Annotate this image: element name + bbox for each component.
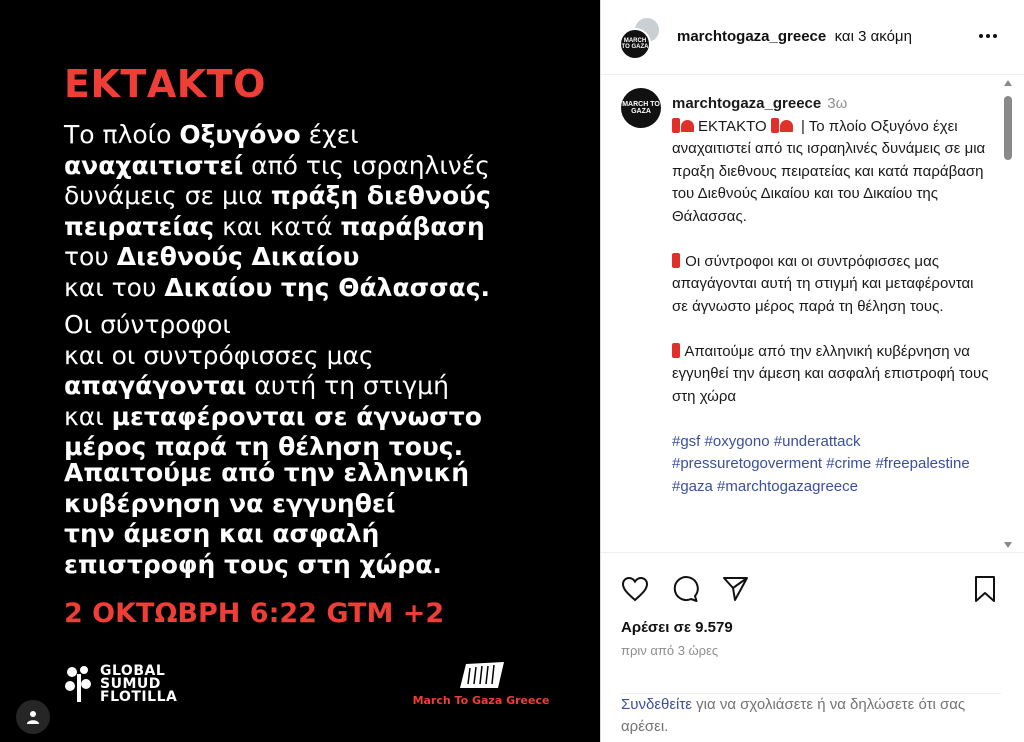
caption-para-2: Οι σύντροφοι και οι συντρόφισσες μας απαγάγονται αυτή τη στιγμή και μεταφέρονται σε άγνωστο μέρος παρά τη θέληση τους. [672,252,974,315]
image-text-segment: Το πλοίο [64,120,180,149]
login-prompt [621,693,1001,738]
tagged-users-button[interactable] [16,700,50,734]
image-heading: ΕΚΤΑΚΤΟ [64,62,266,106]
hashtag-link[interactable]: #oxygono [704,432,770,450]
image-text-block-2 [64,310,482,463]
share-button[interactable] [719,573,751,605]
image-text-segment: απαγάγονται [64,371,247,400]
share-icon [721,575,749,603]
save-button[interactable] [969,573,1001,605]
image-text-segment: μέρος παρά τη θέληση τους. [64,432,464,461]
exclamation-emoji-icon [672,118,680,133]
exclamation-emoji-icon [672,343,680,358]
image-text-segment: και κατά [214,211,341,241]
gsf-logo-text: GLOBAL SUMUD FLOTILLA [100,662,178,705]
hashtag-link[interactable]: #pressuretogoverment [672,455,823,472]
image-text-line [64,310,482,341]
image-text-segment: Διεθνούς Δικαίου [116,242,360,271]
image-text-segment: δυνάμεις σε μια [64,181,271,210]
scroll-up-arrow-icon[interactable] [1004,80,1012,86]
gsf-logo [64,664,177,704]
image-text-segment: και [64,401,112,431]
scroll-down-arrow-icon[interactable] [1004,542,1012,548]
image-text-segment: Δικαίου της Θάλασσας. [164,272,491,302]
image-text-segment: πειρατείας [64,211,215,241]
image-text-line [64,402,482,433]
scroll-thumb[interactable] [1004,96,1012,160]
image-text-block-1 [64,120,491,303]
image-text-line [64,181,491,212]
image-text-line [64,242,491,273]
heart-icon [621,576,649,602]
comment-button[interactable] [669,573,701,605]
caption-username[interactable]: marchtogaza_greece [672,95,822,112]
hashtag-link[interactable]: #gaza [672,477,713,495]
caption-para-1: | Το πλοίο Οξυγόνο έχει αναχαιτιστεί από τις ισραηλινές δυνάμεις σε μια πραξη διεθνους πειρατείας και κατά παράβαση του Διεθνούς Δικαίου και του Δικαίου της Θάλασσας. [672,117,986,225]
post-actions [601,552,1024,742]
siren-emoji-icon [681,120,694,132]
marching-figures-icon [458,660,506,690]
hashtag-link[interactable]: #crime [826,455,872,472]
image-text-line: επιστροφή τους στη χώρα. [64,549,442,579]
caption-time[interactable]: 3ω [827,95,848,112]
image-date-line: 2 ΟΚΤΩΒΡΗ 6:22 GTM +2 [64,598,445,629]
image-text-block-3 [64,458,469,580]
posted-time[interactable]: πριν από 3 ώρες [621,643,719,658]
post-header [601,0,1024,75]
login-prompt-text: για να σχολιάσετε ή να δηλώσετε ότι σας αρέσει. [621,696,966,735]
hashtag-link[interactable]: #underattack [773,432,861,450]
caption-hashtags [672,431,992,499]
image-text-segment: και οι συντρόφισσες μας [64,340,374,370]
hashtag-link[interactable]: #freepalestine [875,455,970,472]
gsf-logo-mark-icon [64,664,94,704]
header-title [677,28,912,45]
like-button[interactable] [619,573,651,605]
likes-count[interactable]: Αρέσει σε 9.579 [621,619,733,636]
person-icon [26,710,40,724]
image-text-line: κυβέρνηση να εγγυηθεί [64,488,396,518]
image-text-segment: παράβαση [340,211,485,241]
image-text-segment: και του [64,272,165,302]
caption-para-1-head: ΕΚΤΑΚΤΟ [698,117,767,135]
image-text-line [64,212,491,243]
image-text-segment: Οι σύντροφοι [64,310,231,339]
image-text-segment: αναχαιτιστεί [64,150,244,180]
image-text-line [64,273,491,304]
login-link[interactable]: Συνδεθείτε [621,696,692,713]
more-horizontal-icon [979,34,983,38]
image-text-segment: έχει [300,120,359,149]
hashtag-link[interactable]: #gsf [672,432,701,450]
image-text-line [64,341,482,372]
image-text-segment: του [64,242,117,271]
image-text-line [64,371,482,402]
header-collab-suffix[interactable]: και 3 ακόμη [834,28,912,45]
march-to-gaza-logo [406,660,556,707]
author-avatar: MARCH TO GAZA [619,28,651,60]
caption-scrollbar[interactable] [1001,76,1015,552]
image-text-segment: πράξη διεθνούς [270,181,491,210]
image-text-segment: μεταφέρονται σε άγνωστο [111,401,482,431]
exclamation-emoji-icon [771,118,779,133]
more-options-button[interactable] [973,26,1003,46]
siren-emoji-icon [780,120,793,132]
header-username-link[interactable]: marchtogaza_greece [677,28,827,45]
caption-scroll-area[interactable] [601,76,1024,552]
bookmark-icon [973,575,997,603]
image-text-line: την άμεση και ασφαλή [64,519,380,548]
image-text-line [64,120,491,151]
image-text-segment: από τις ισραηλινές [243,150,490,180]
image-text-segment: αυτή τη στιγμή [246,371,449,400]
image-text-line: Απαιτούμε από την ελληνική [64,458,470,487]
image-text-line [64,151,491,182]
caption-avatar[interactable]: MARCH TO GAZA [621,88,661,128]
image-text-segment: Οξυγόνο [179,120,301,149]
post-sidebar [600,0,1024,742]
collab-avatars[interactable] [619,16,663,60]
caption-body [672,93,992,498]
caption-para-3: Απαιτούμε από την ελληνική κυβέρνηση να εγγυηθεί την άμεση και ασφαλή επιστροφή τους στη χώρα [672,342,989,405]
march-to-gaza-logo-text: March To Gaza Greece [412,694,550,707]
hashtag-link[interactable]: #marchtogazagreece [717,477,858,495]
comment-icon [671,575,699,603]
exclamation-emoji-icon [672,253,680,268]
